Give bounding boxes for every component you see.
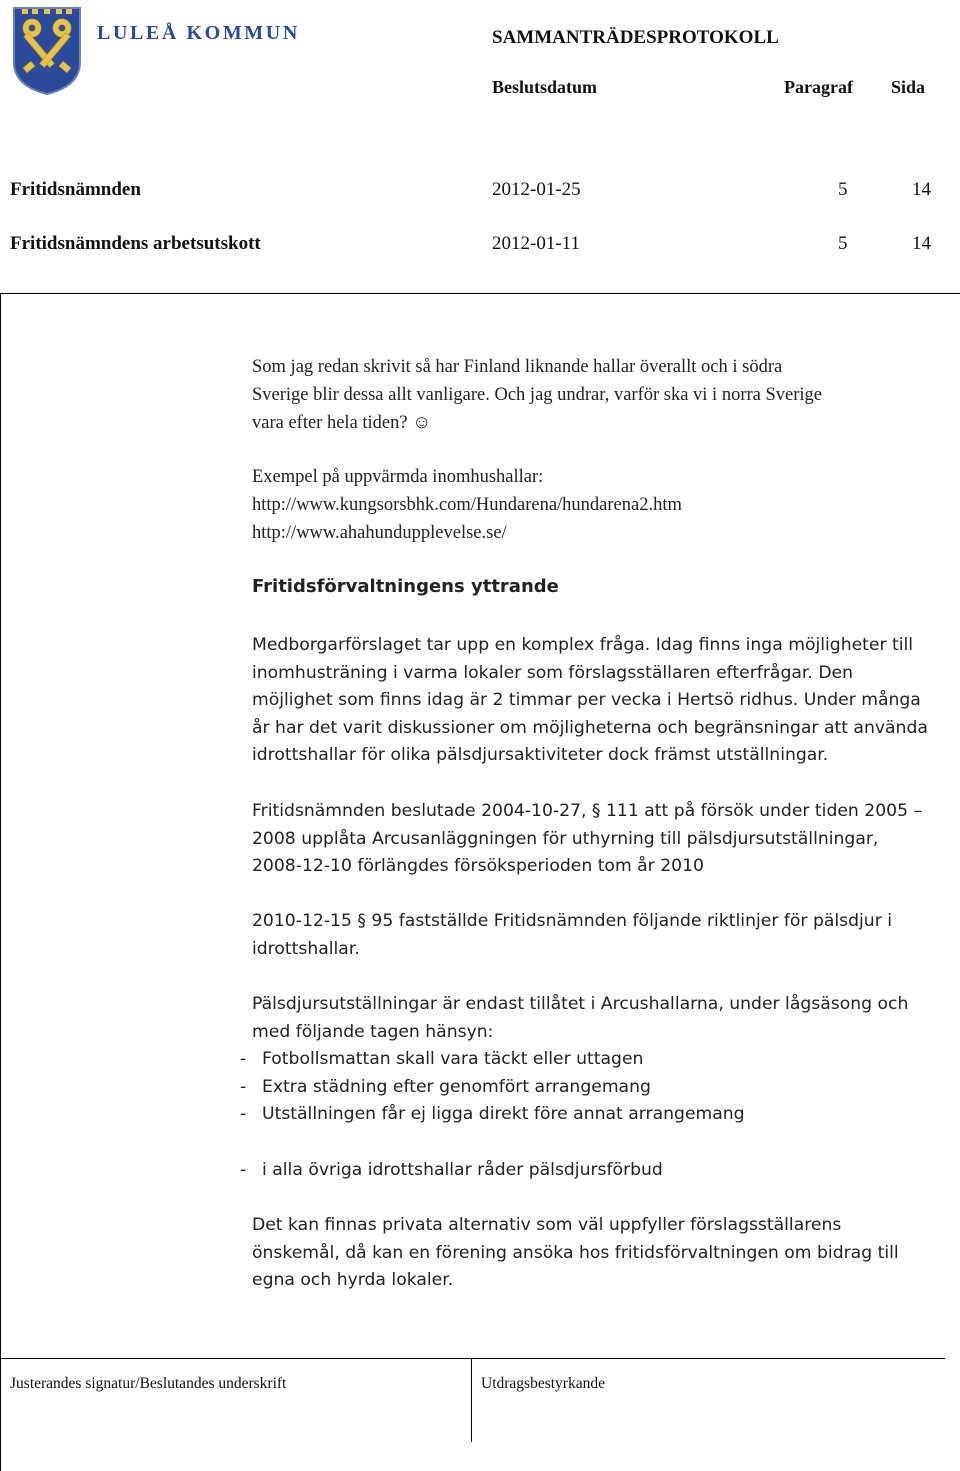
signature-label: Justerandes signatur/Beslutandes underskrift xyxy=(10,1375,287,1392)
text-line: år har det varit diskussioner om möjligheterna och begränsningar att använda xyxy=(252,717,928,738)
text-line: Fritidsnämnden beslutade 2004-10-27, § 111 att på försök under tiden 2005 – xyxy=(252,801,923,821)
conditions-paragraph xyxy=(252,991,908,1046)
meta-row xyxy=(0,179,960,205)
meta-page: 14 xyxy=(912,179,931,200)
text-line: egna och hyrda lokaler. xyxy=(252,1270,454,1291)
meta-paragraph: 5 xyxy=(838,233,848,254)
column-label-date: Beslutsdatum xyxy=(492,77,598,97)
other-halls-item xyxy=(240,1157,663,1185)
list-dash: - xyxy=(240,1076,247,1097)
meta-org: Fritidsnämndens arbetsutskott xyxy=(10,233,261,254)
text-line: Det kan finnas privata alternativ som väl uppfyller förslagsställarens xyxy=(252,1215,842,1235)
statement-paragraph xyxy=(252,632,928,770)
list-item xyxy=(240,1157,663,1185)
text-line: Medborgarförslaget tar upp en komplex fråga. Idag finns inga möjligheter till xyxy=(252,635,914,655)
text-line: Pälsdjursutställningar är endast tillåtet i Arcushallarna, under lågsäsong och xyxy=(252,994,909,1014)
text-line: Sverige blir dessa allt vanligare. Och jag undrar, varför ska vi i norra Sverige xyxy=(252,385,822,405)
rules-paragraph xyxy=(252,908,892,963)
text-line: med följande tagen hänsyn: xyxy=(252,1021,494,1042)
text-line: 2010-12-15 § 95 fastställde Fritidsnämnden följande riktlinjer för pälsdjur i xyxy=(252,911,892,931)
document-title: SAMMANTRÄDESPROTOKOLL xyxy=(492,27,779,48)
frame-divider-footer xyxy=(471,1358,472,1442)
text-line: möjlighet som finns idag är 2 timmar per vecka i Hertsö ridhus. Under många xyxy=(252,690,921,711)
text-line: önskemål, då kan en förening ansöka hos fritidsförvaltningen om bidrag till xyxy=(252,1242,899,1263)
conditions-list xyxy=(240,1046,745,1129)
decision-paragraph xyxy=(252,798,922,881)
text-line: inomhusträning i varma lokaler som förslagsställaren efterfrågar. Den xyxy=(252,662,854,683)
section-heading: Fritidsförvaltningens yttrande xyxy=(252,576,559,597)
text-line: 2008 upplåta Arcusanläggningen för uthyrning till pälsdjursutställningar, xyxy=(252,828,879,849)
list-dash: - xyxy=(240,1049,247,1069)
examples-paragraph xyxy=(252,463,682,547)
meta-date: 2012-01-25 xyxy=(492,179,581,200)
column-label-paragraph: Paragraf xyxy=(784,77,853,97)
text-line: vara efter hela tiden? ☺ xyxy=(252,413,432,433)
text-line: Exempel på uppvärmda inomhushallar: xyxy=(252,467,544,487)
text-line: Som jag redan skrivit så har Finland liknande hallar överallt och i södra xyxy=(252,357,783,377)
text-line: idrottshallar. xyxy=(252,938,360,959)
list-item-text: Utställningen får ej ligga direkt före annat arrangemang xyxy=(262,1104,745,1125)
meta-paragraph: 5 xyxy=(838,179,848,200)
extract-certification-label: Utdragsbestyrkande xyxy=(481,1375,605,1392)
list-item xyxy=(240,1101,745,1129)
meta-row xyxy=(0,233,960,259)
text-line: 2008-12-10 förlängdes försöksperioden tom år 2010 xyxy=(252,856,704,877)
list-dash: - xyxy=(240,1160,247,1180)
list-dash: - xyxy=(240,1104,247,1125)
text-line: idrottshallar för olika pälsdjursaktiviteter dock främst utställningar. xyxy=(252,745,829,766)
meta-page: 14 xyxy=(912,233,931,254)
closing-paragraph xyxy=(252,1212,899,1295)
example-link[interactable]: http://www.ahahundupplevelse.se/ xyxy=(252,523,507,543)
brand-name: LULEÅ KOMMUN xyxy=(97,22,300,44)
list-item-text: Extra städning efter genomfört arrangemang xyxy=(262,1076,651,1097)
list-item xyxy=(240,1074,745,1102)
meta-org: Fritidsnämnden xyxy=(10,179,141,200)
example-link[interactable]: http://www.kungsorsbhk.com/Hundarena/hundarena2.htm xyxy=(252,495,682,515)
column-label-page: Sida xyxy=(891,77,926,97)
frame-divider-left xyxy=(0,293,1,1471)
list-item-text: i alla övriga idrottshallar råder pälsdjursförbud xyxy=(262,1160,663,1180)
meta-date: 2012-01-11 xyxy=(492,233,580,254)
list-item xyxy=(240,1046,745,1074)
intro-paragraph xyxy=(252,353,822,437)
frame-divider-bottom xyxy=(0,1358,945,1359)
list-item-text: Fotbollsmattan skall vara täckt eller uttagen xyxy=(262,1049,644,1069)
frame-divider-top xyxy=(0,293,960,294)
municipality-crest-logo xyxy=(10,4,84,96)
